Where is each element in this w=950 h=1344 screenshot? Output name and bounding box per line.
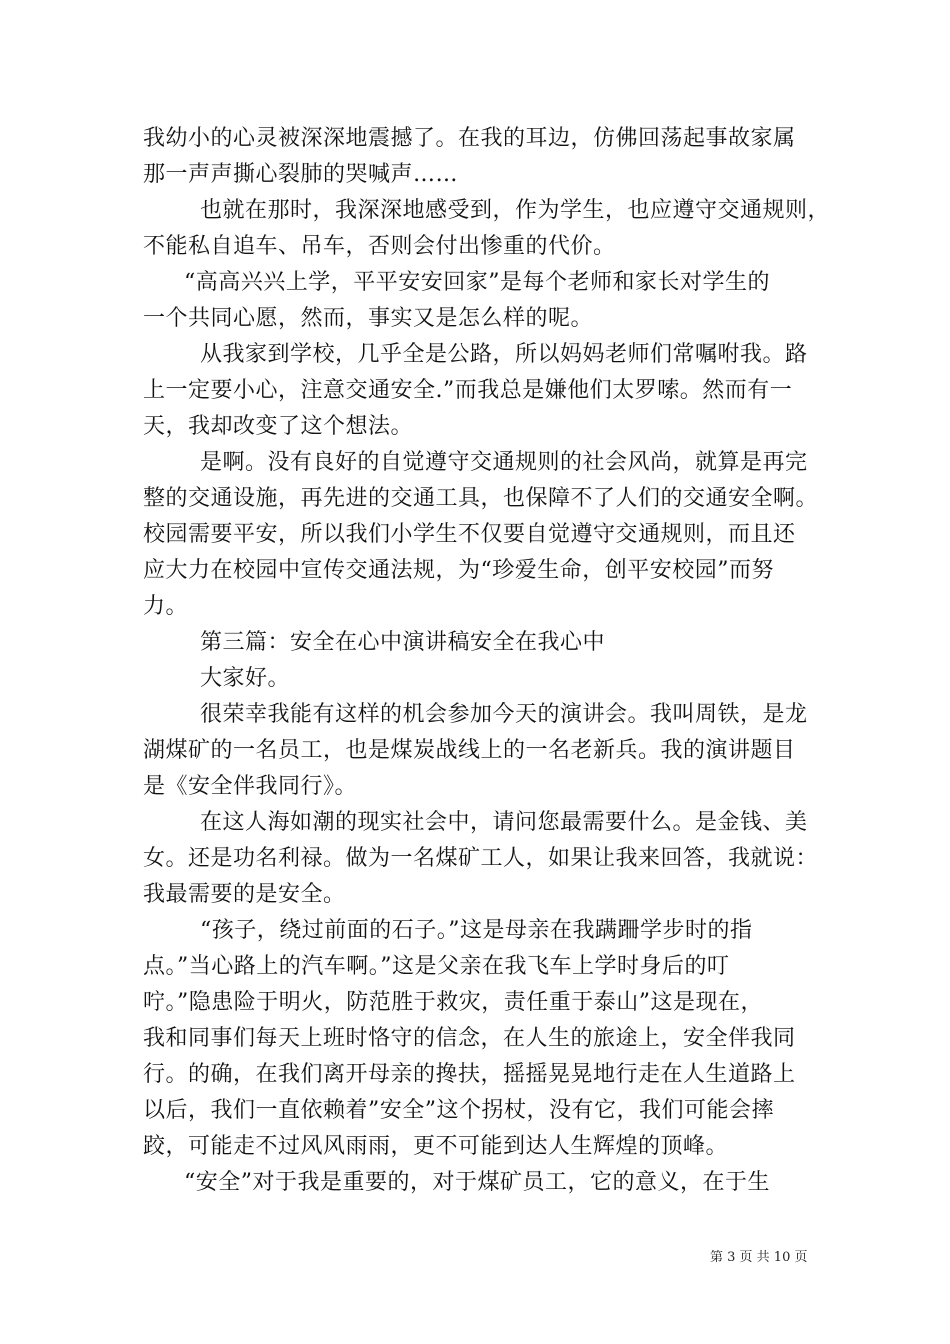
page-number-footer: 第 3 页 共 10 页 [710,1250,808,1265]
text-line: 行。的确，在我们离开母亲的搀扶，摇摇晃晃地行走在人生道路上 [143,1062,796,1087]
text-line: 从我家到学校，几乎全是公路，所以妈妈老师们常嘱咐我。路 [200,342,808,367]
text-line: 女。还是功名利禄。做为一名煤矿工人，如果让我来回答，我就说： [143,846,819,871]
text-line: “高高兴兴上学，平平安安回家”是每个老师和家长对学生的 [184,270,770,295]
text-line: 我幼小的心灵被深深地震撼了。在我的耳边，仿佛回荡起事故家属 [143,126,796,151]
text-line: 天，我却改变了这个想法。 [143,414,414,439]
text-line: 也就在那时，我深深地感受到，作为学生，也应遵守交通规则， [200,198,831,223]
text-line: 我最需要的是安全。 [143,882,346,907]
text-line: “安全”对于我是重要的，对于煤矿员工，它的意义，在于生 [184,1170,770,1195]
text-line: 在这人海如潮的现实社会中，请问您最需要什么。是金钱、美 [200,810,808,835]
text-line: 整的交通设施，再先进的交通工具，也保障不了人们的交通安全啊。 [143,486,819,511]
text-line: 我和同事们每天上班时恪守的信念，在人生的旅途上，安全伴我同 [143,1026,796,1051]
text-line: 上一定要小心，注意交通安全.”而我总是嫌他们太罗嗦。然而有一 [143,378,793,403]
text-line: 湖煤矿的一名员工，也是煤炭战线上的一名老新兵。我的演讲题目 [143,738,796,763]
text-line: 跤，可能走不过风风雨雨，更不可能到达人生辉煌的顶峰。 [143,1134,729,1159]
text-line: 点。”当心路上的汽车啊。”这是父亲在我飞车上学时身后的叮 [143,954,730,979]
text-line: 校园需要平安，所以我们小学生不仅要自觉遵守交通规则，而且还 [143,522,796,547]
section-heading: 第三篇：安全在心中演讲稿安全在我心中 [200,630,606,655]
text-line: 力。 [143,594,189,619]
text-line: 应大力在校园中宣传交通法规，为“珍爱生命，创平安校园”而努 [143,558,774,583]
text-line: 不能私自追车、吊车，否则会付出惨重的代价。 [143,234,616,259]
text-line: 一个共同心愿，然而，事实又是怎么样的呢。 [143,306,594,331]
text-line: 很荣幸我能有这样的机会参加今天的演讲会。我叫周铁，是龙 [200,702,808,727]
text-line: 是啊。没有良好的自觉遵守交通规则的社会风尚，就算是再完 [200,450,808,475]
text-line: “孩子，绕过前面的石子。”这是母亲在我蹒跚学步时的指 [200,918,753,943]
text-line: 咛。”隐患险于明火，防范胜于救灾，责任重于泰山”这是现在， [143,990,763,1015]
text-line: 以后，我们一直依赖着”安全”这个拐杖，没有它，我们可能会摔 [143,1098,774,1123]
text-line: 那一声声撕心裂肺的哭喊声…… [143,162,459,187]
text-line: 大家好。 [200,666,291,691]
text-line: 是《安全伴我同行》。 [143,774,358,799]
